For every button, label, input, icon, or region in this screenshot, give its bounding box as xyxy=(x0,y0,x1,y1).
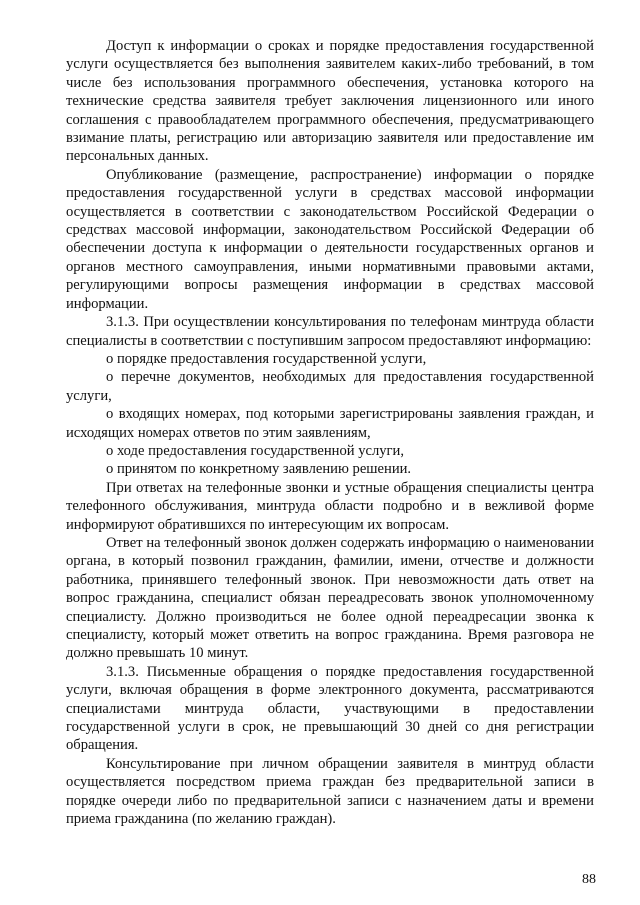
paragraph-access-info: Доступ к информации о сроках и порядке предоставления государственной услуги осуществляется без выполнения заявителем каких-либо требований, в том числе без использования программного обеспечения, установка которого на технические средства заявителя требует заключения лицензионного или иного соглашения с правообладателем программного обеспечения, предусматривающего взимание платы, регистрацию или авторизацию заявителя или предоставление им персональных данных. xyxy=(66,38,594,165)
list-item-documents: о перечне документов, необходимых для предоставления государственной услуги, xyxy=(66,369,594,404)
paragraph-publication: Опубликование (размещение, распространение) информации о порядке предоставления государственной услуги в средствах массовой информации осуществляется в соответствии с законодательством Российской Федерации о средствах массовой информации, законодательством Российской Федерации об обеспечении доступа к информации о деятельности государственных органов и органов местного самоуправления, иными нормативными правовыми актами, регулирующими вопросы размещения информации в средствах массовой информации. xyxy=(66,166,594,312)
paragraph-call-content: Ответ на телефонный звонок должен содержать информацию о наименовании органа, в который позвонил гражданин, фамилии, имени, отчестве и должности работника, принявшего телефонный звонок. При невозможности дать ответ на вопрос гражданина, специалист обязан переадресовать звонок уполномоченному специалисту. Должно производиться не более одной переадресации звонка к специалисту, который может ответить на вопрос гражданина. Время разговора не должно превышать 10 минут. xyxy=(66,534,594,662)
paragraph-personal-visit: Консультирование при личном обращении заявителя в минтруд области осуществляется посредством приема граждан без предварительной записи в порядке очереди либо по предварительной записи с назначением даты и времени приема гражданина (по желанию граждан). xyxy=(66,755,594,828)
paragraph-written-requests: 3.1.3. Письменные обращения о порядке предоставления государственной услуги, включая обращения в форме электронного документа, рассматриваются специалистами минтруда области, участвующими в предоставлении государственной услуги в срок, не превышающий 30 дней со дня регистрации обращения. xyxy=(66,663,594,754)
list-item-incoming-numbers: о входящих номерах, под которыми зарегистрированы заявления граждан, и исходящих номерах ответов по этим заявлениям, xyxy=(66,406,594,441)
paragraph-phone-answers: При ответах на телефонные звонки и устные обращения специалисты центра телефонного обслуживания, минтруда области подробно и в вежливой форме информируют обратившихся по интересующим их вопросам. xyxy=(66,479,594,533)
document-body xyxy=(66,37,594,828)
paragraph-phone-consulting: 3.1.3. При осуществлении консультирования по телефонам минтруда области специалисты в соответствии с поступившим запросом предоставляют информацию: xyxy=(66,314,594,349)
list-item-progress: о ходе предоставления государственной услуги, xyxy=(106,442,404,459)
list-item-decision: о принятом по конкретному заявлению решении. xyxy=(106,461,412,478)
page-number: 88 xyxy=(582,872,596,887)
list-item-procedure: о порядке предоставления государственной услуги, xyxy=(106,350,427,367)
